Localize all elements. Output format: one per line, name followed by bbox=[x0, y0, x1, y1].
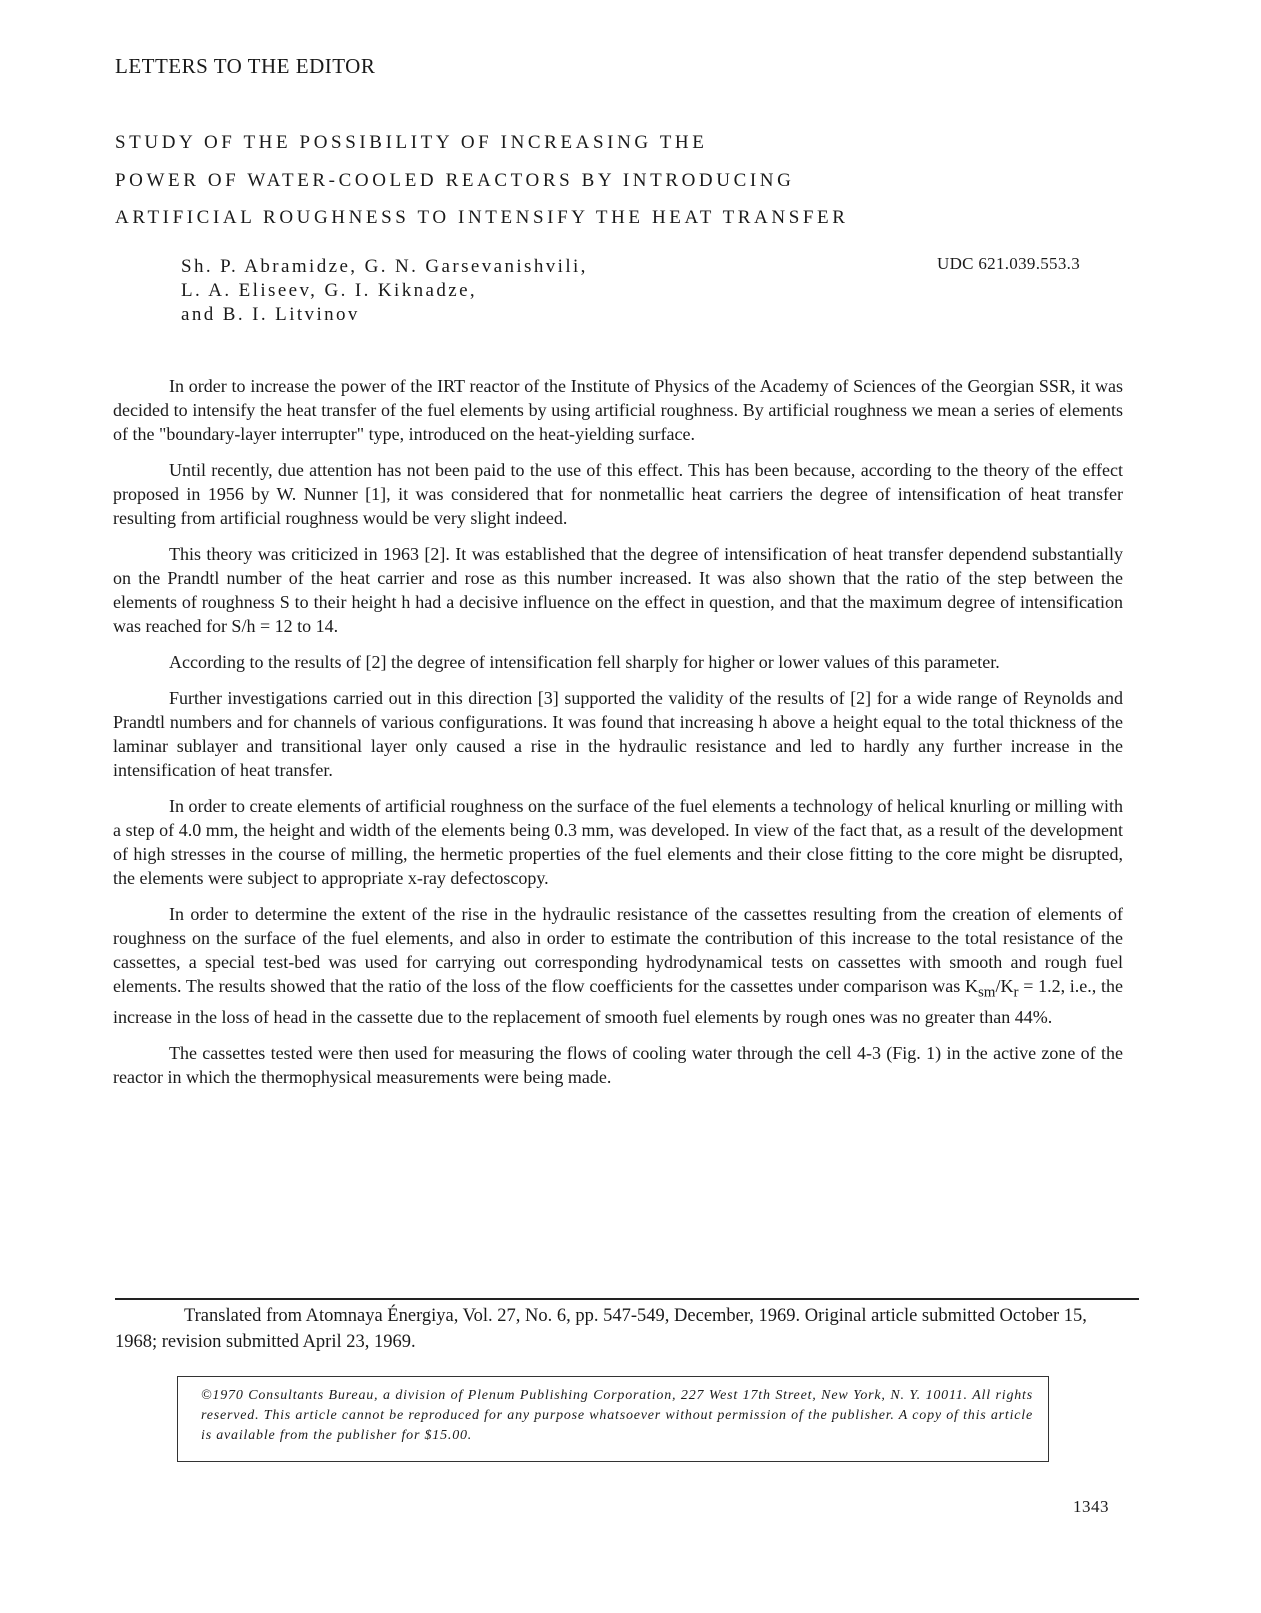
paragraph-3: This theory was criticized in 1963 [2]. It was established that the degree of intensification of heat transfer dependend substantially on the Prandtl number of the heat carrier and rose as this number increased. It was also shown that the ratio of the step between the elements of roughness S to their height h had a decisive influence on the effect in question, and that the maximum degree of intensification was reached for S/h = 12 to 14. bbox=[113, 544, 1123, 636]
paragraph-4: According to the results of [2] the degree of intensification fell sharply for higher or lower values of this parameter. bbox=[169, 652, 1000, 672]
paragraph-1: In order to increase the power of the IRT reactor of the Institute of Physics of the Academy of Sciences of the Georgian SSR, it was decided to intensify the heat transfer of the fuel elements by using artificial roughness. By artificial roughness we mean a series of elements of the "boundary-layer interrupter" type, introduced on the heat-yielding surface. bbox=[113, 376, 1123, 444]
paragraph-7 bbox=[113, 902, 1123, 1029]
copyright-notice: ©1970 Consultants Bureau, a division of Plenum Publishing Corporation, 227 West 17th Street, New York, N. Y. 10011. All rights reserved. This article cannot be reproduced for any purpose whatsoever without permission of the publisher. A copy of this article is available from the publisher for $15.00. bbox=[201, 1388, 1033, 1443]
paragraph-6: In order to create elements of artificial roughness on the surface of the fuel elements a technology of helical knurling or milling with a step of 4.0 mm, the height and width of the elements being 0.3 mm, was developed. In view of the fact that, as a result of the development of high stresses in the course of milling, the hermetic properties of the fuel elements and their close fitting to the core might be disrupted, the elements were subject to appropriate x-ray defectoscopy. bbox=[113, 796, 1123, 888]
authors-line-1: Sh. P. Abramidze, G. N. Garsevanishvili, bbox=[181, 256, 588, 277]
article-title-line-2: POWER OF WATER-COOLED REACTORS BY INTRODUCING bbox=[115, 170, 795, 191]
ratio-k-sm: $K_{sm}/K_r$ bbox=[964, 976, 1019, 1001]
paragraph-2: Until recently, due attention has not been paid to the use of this effect. This has been because, according to the theory of the effect proposed in 1956 by W. Nunner [1], it was considered that for nonmetallic heat carriers the degree of intensification of heat transfer resulting from artificial roughness would be very slight indeed. bbox=[113, 460, 1123, 528]
copyright-box bbox=[177, 1376, 1049, 1462]
paragraph-8: The cassettes tested were then used for measuring the flows of cooling water through the cell 4-3 (Fig. 1) in the active zone of the reactor in which the thermophysical measurements were being made. bbox=[113, 1042, 1123, 1087]
article-title-line-1: STUDY OF THE POSSIBILITY OF INCREASING THE bbox=[115, 132, 708, 153]
udc-code: UDC 621.039.553.3 bbox=[937, 254, 1080, 273]
paragraph-7-text: In order to determine the extent of the rise in the hydraulic resistance of the cassettes resulting from the creation of elements of roughness on the surface of the fuel elements, and also in order to estimate the contribution of this increase to the total resistance of the cassettes, a special test-bed was used for carrying out corresponding hydrodynamical tests on cassettes with smooth and rough fuel elements. The results showed that the ratio of the loss of the flow coefficients for the cassettes under comparison was bbox=[113, 904, 1123, 996]
paragraph-5: Further investigations carried out in this direction [3] supported the validity of the results of [2] for a wide range of Reynolds and Prandtl numbers and for channels of various configurations. It was found that increasing h above a height equal to the total thickness of the laminar sublayer and transitional layer only caused a rise in the hydraulic resistance and led to hardly any further increase in the intensification of heat transfer. bbox=[113, 688, 1123, 780]
article-body bbox=[113, 374, 1123, 1101]
authors-line-2: L. A. Eliseev, G. I. Kiknadze, bbox=[181, 280, 478, 301]
section-heading: LETTERS TO THE EDITOR bbox=[115, 54, 376, 78]
paragraph-7-text-end: = 1.2, i.e., the increase in the loss of head in the cassette due to the replacement of smooth fuel elements by rough ones was no greater than 44%. bbox=[113, 976, 1123, 1027]
article-title-line-3: ARTIFICIAL ROUGHNESS TO INTENSIFY THE HEAT TRANSFER bbox=[115, 207, 849, 228]
authors-line-3: and B. I. Litvinov bbox=[181, 304, 360, 325]
footnote-divider bbox=[115, 1298, 1139, 1300]
translation-note: Translated from Atomnaya Énergiya, Vol. 27, No. 6, pp. 547-549, December, 1969. Original article submitted October 15, 1968; revision submitted April 23, 1969. bbox=[115, 1306, 1087, 1352]
page-number: 1343 bbox=[1073, 1497, 1109, 1516]
